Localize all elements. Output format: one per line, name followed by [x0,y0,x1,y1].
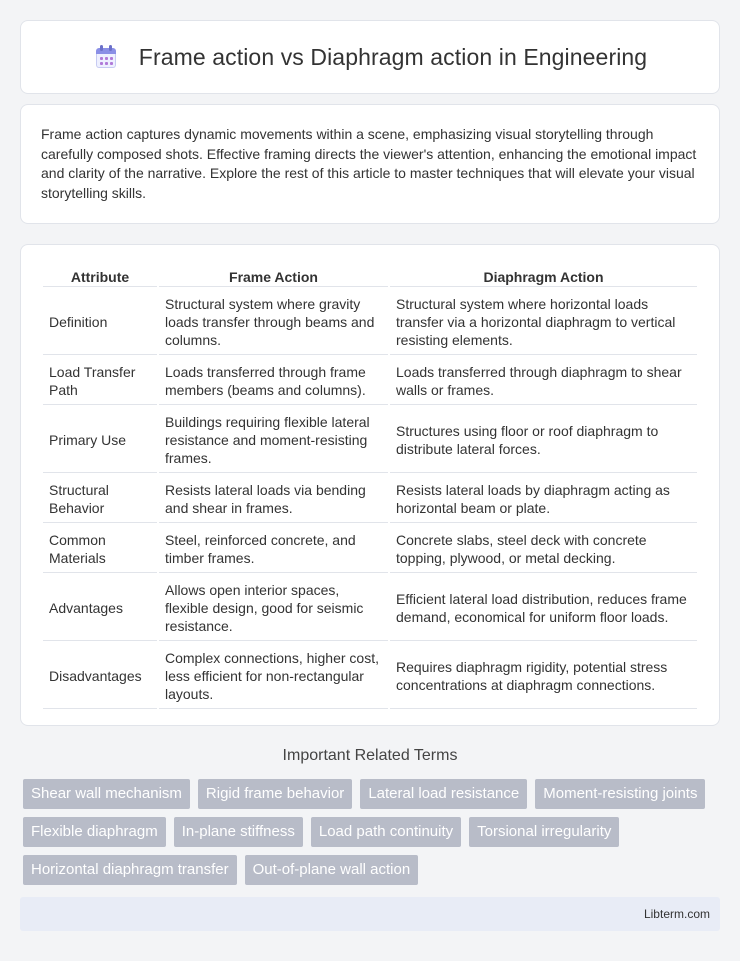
diaphragm-cell: Resists lateral loads by diaphragm acting as horizontal beam or plate. [390,475,697,523]
calendar-icon [93,44,119,70]
related-terms-list [23,779,723,885]
diaphragm-cell: Requires diaphragm rigidity, potential stress concentrations at diaphragm connections. [390,643,697,709]
diaphragm-cell: Efficient lateral load distribution, reduces frame demand, economical for uniform floor loads. [390,575,697,641]
attribute-cell: Definition [43,289,157,355]
frame-cell: Buildings requiring flexible lateral resistance and moment-resisting frames. [159,407,388,473]
intro-card [20,104,720,224]
footer [20,897,720,931]
attribute-cell: Primary Use [43,407,157,473]
frame-cell: Loads transferred through frame members (beams and columns). [159,357,388,405]
diaphragm-cell: Structures using floor or roof diaphragm to distribute lateral forces. [390,407,697,473]
comparison-table-card [20,244,720,726]
diaphragm-cell: Loads transferred through diaphragm to shear walls or frames. [390,357,697,405]
title-card [20,20,720,94]
related-term-tag[interactable]: Torsional irregularity [469,817,619,847]
table-header-row [43,267,697,287]
related-term-tag[interactable]: Moment-resisting joints [535,779,705,809]
related-term-tag[interactable]: In-plane stiffness [174,817,303,847]
table-row [43,525,697,573]
intro-text: Frame action captures dynamic movements within a scene, emphasizing visual storytelling through carefully composed shots. Effective framing directs the viewer's attention, enhancing the emotional impact and clarity of the narrative. Explore the rest of this article to master techniques that will elevate your visual storytelling skills. [41,126,697,201]
frame-cell: Resists lateral loads via bending and shear in frames. [159,475,388,523]
table-row [43,575,697,641]
header-attribute: Attribute [43,267,157,287]
attribute-cell: Load Transfer Path [43,357,157,405]
header-frame-action: Frame Action [159,267,388,287]
related-term-tag[interactable]: Flexible diaphragm [23,817,166,847]
related-terms-heading: Important Related Terms [282,747,458,764]
comparison-table [41,265,699,711]
related-term-tag[interactable]: Out-of-plane wall action [245,855,419,885]
attribute-cell: Common Materials [43,525,157,573]
attribute-cell: Structural Behavior [43,475,157,523]
related-term-tag[interactable]: Load path continuity [311,817,461,847]
frame-cell: Complex connections, higher cost, less efficient for non-rectangular layouts. [159,643,388,709]
diaphragm-cell: Structural system where horizontal loads transfer via a horizontal diaphragm to vertical resisting elements. [390,289,697,355]
page-title: Frame action vs Diaphragm action in Engineering [138,43,648,70]
attribute-cell: Advantages [43,575,157,641]
table-row [43,357,697,405]
frame-cell: Structural system where gravity loads transfer through beams and columns. [159,289,388,355]
table-row [43,407,697,473]
related-term-tag[interactable]: Horizontal diaphragm transfer [23,855,237,885]
related-term-tag[interactable]: Lateral load resistance [360,779,527,809]
frame-cell: Allows open interior spaces, flexible design, good for seismic resistance. [159,575,388,641]
table-row [43,289,697,355]
diaphragm-cell: Concrete slabs, steel deck with concrete topping, plywood, or metal decking. [390,525,697,573]
related-term-tag[interactable]: Rigid frame behavior [198,779,352,809]
header-diaphragm-action: Diaphragm Action [390,267,697,287]
table-row [43,643,697,709]
footer-brand-link[interactable]: Libterm.com [643,907,710,921]
table-row [43,475,697,523]
attribute-cell: Disadvantages [43,643,157,709]
frame-cell: Steel, reinforced concrete, and timber frames. [159,525,388,573]
related-term-tag[interactable]: Shear wall mechanism [23,779,190,809]
